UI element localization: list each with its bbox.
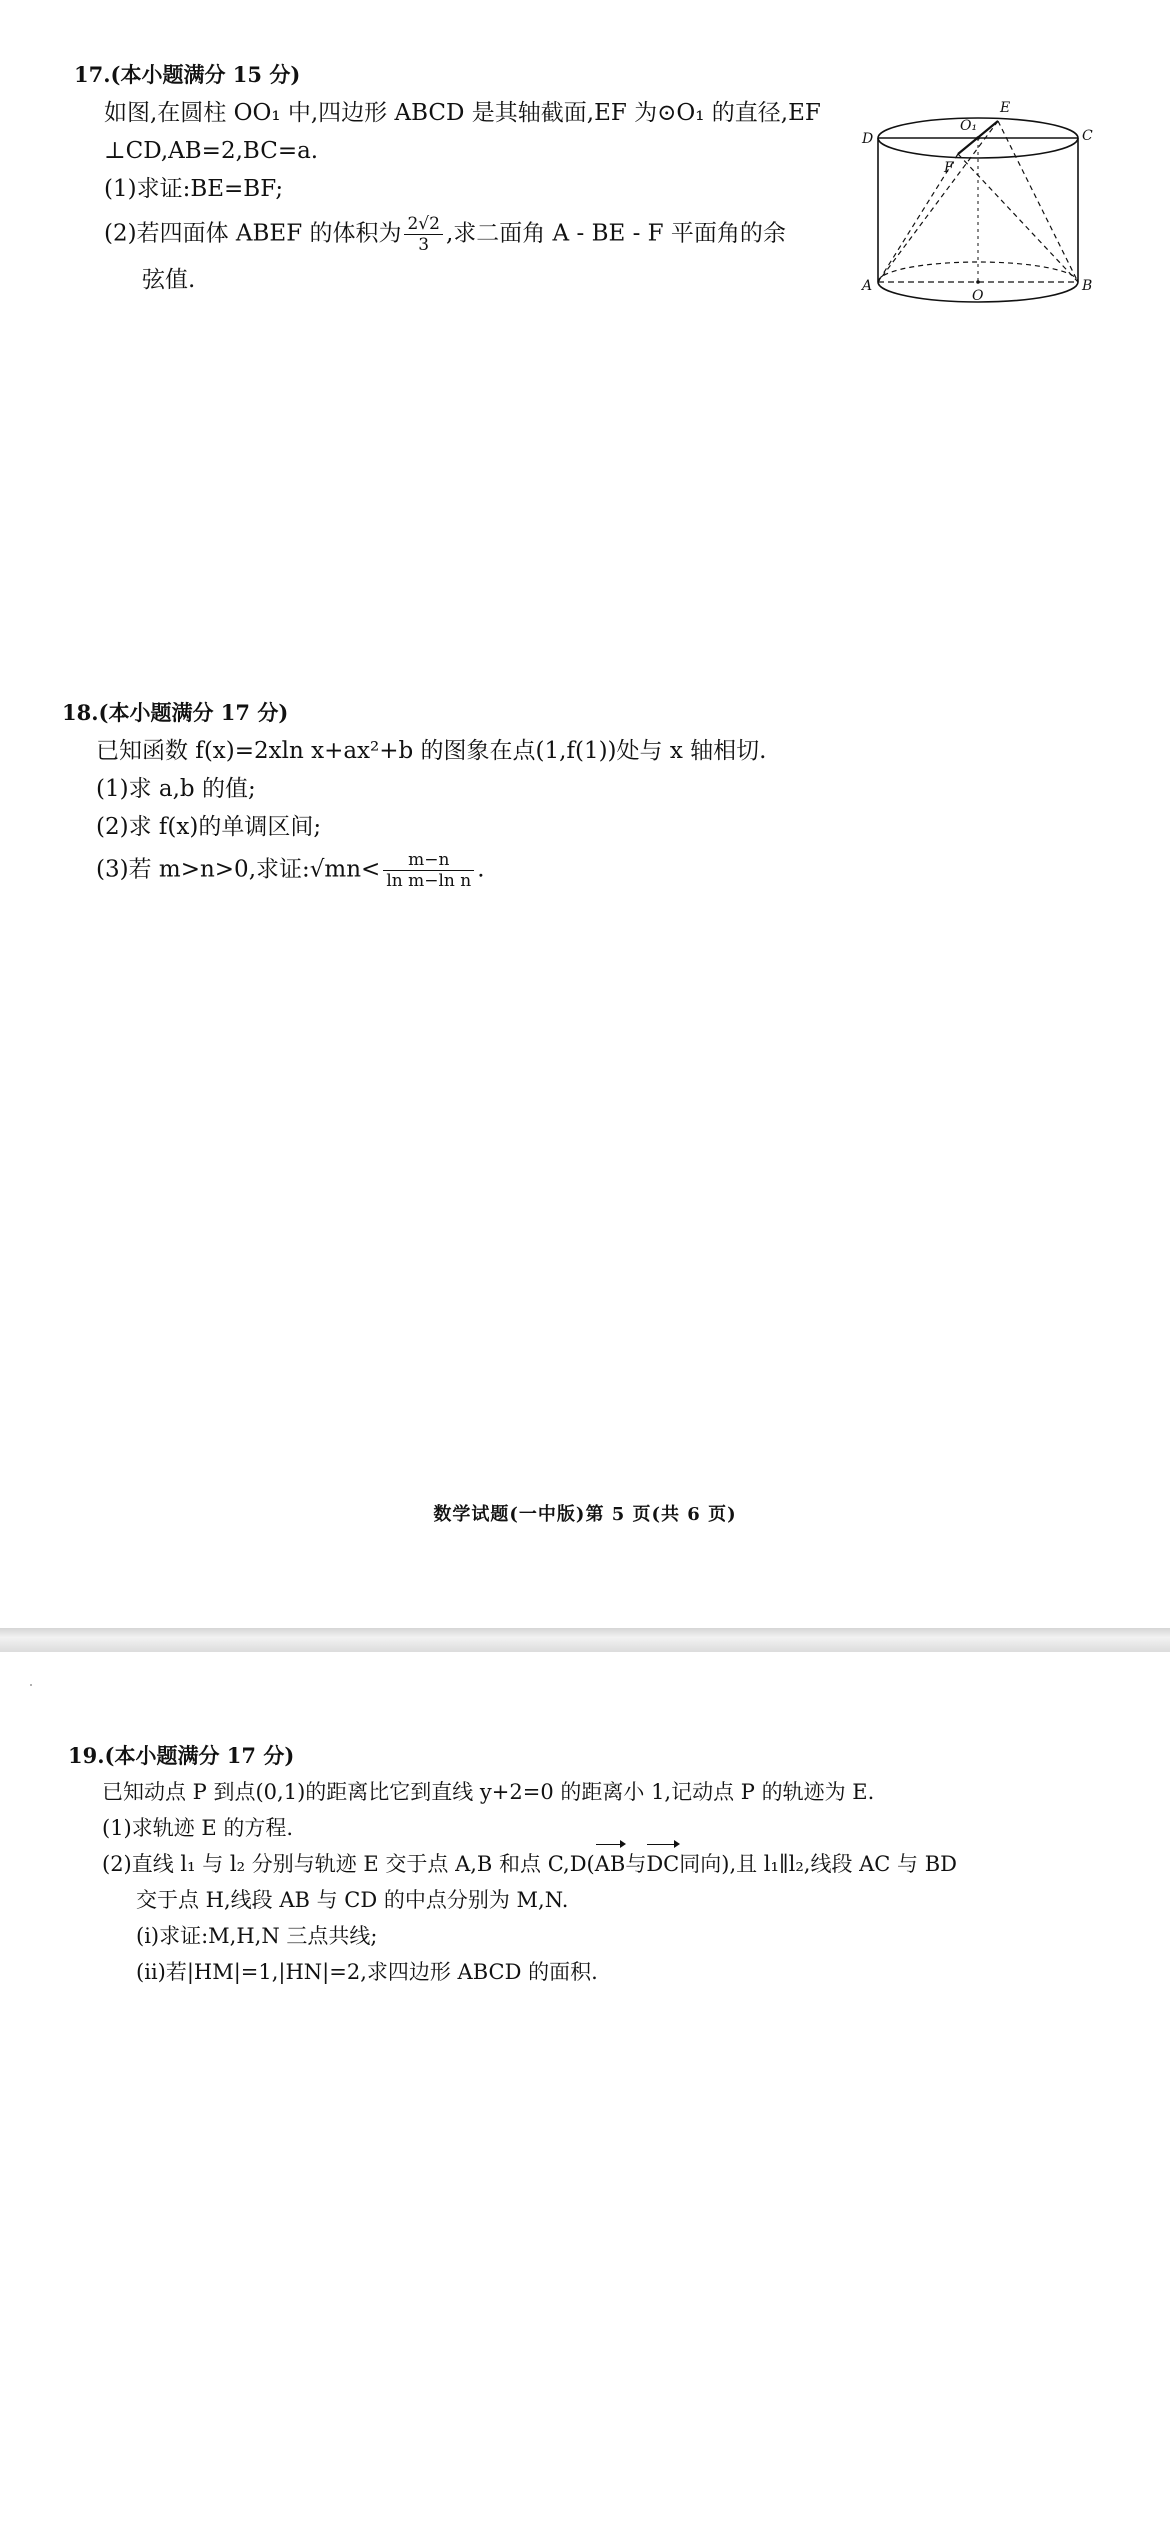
cylinder-figure (858, 96, 1098, 326)
problem-17-part-2-suffix: ,求二面角 A - BE - F 平面角的余 (445, 220, 786, 247)
label-O: O (972, 288, 984, 304)
page-separator (0, 1628, 1170, 1652)
volume-fraction-denominator: 3 (418, 235, 430, 255)
problem-17-statement-line-2: ⊥CD,AB=2,BC=a. (104, 138, 319, 164)
volume-fraction (404, 214, 442, 255)
problem-19 (68, 1738, 1128, 1990)
problem-17-part-2-prefix: (2)若四面体 ABEF 的体积为 (104, 220, 402, 247)
problem-17 (70, 56, 873, 299)
vector-DC: DC (646, 1846, 679, 1882)
segment-BF (958, 154, 1078, 282)
problem-19-subpart-ii: (ⅱ)若|HM|=1,|HN|=2,求四边形 ABCD 的面积. (136, 1960, 598, 1984)
point-O (976, 280, 980, 284)
problem-19-subpart-i: (ⅰ)求证:M,H,N 三点共线; (136, 1924, 378, 1948)
problem-18-part-1: (1)求 a,b 的值; (96, 776, 256, 802)
page-footer: 数学试题(一中版)第 5 页(共 6 页) (433, 1504, 737, 1525)
problem-18-part-2: (2)求 f(x)的单调区间; (96, 814, 322, 840)
label-D: D (862, 131, 874, 147)
problem-19-part-2-suffix: 同向),且 l₁∥l₂,线段 AC 与 BD (679, 1852, 957, 1876)
problem-19-header: 19.(本小题满分 17 分) (68, 1743, 295, 1768)
problem-19-part-1: (1)求轨迹 E 的方程. (102, 1816, 294, 1840)
problem-19-part-2-continuation: 交于点 H,线段 AB 与 CD 的中点分别为 M,N. (136, 1888, 569, 1912)
problem-18-part-3 (62, 850, 1102, 891)
log-mean-numerator: m−n (383, 850, 474, 871)
log-mean-fraction (383, 850, 474, 891)
problem-19-part-2 (68, 1846, 1128, 1882)
problem-17-header: 17.(本小题满分 15 分) (74, 62, 301, 87)
problem-17-part-1: (1)求证:BE=BF; (104, 176, 284, 202)
point-O1 (976, 136, 980, 140)
label-C: C (1082, 128, 1093, 144)
label-A: A (862, 278, 873, 294)
label-F: F (944, 160, 954, 176)
label-E: E (1000, 100, 1011, 116)
problem-18 (62, 694, 1102, 891)
problem-18-header: 18.(本小题满分 17 分) (62, 700, 289, 725)
segment-BE (998, 121, 1078, 282)
problem-18-part-3-prefix: (3)若 m>n>0,求证:√mn< (96, 856, 381, 883)
problem-19-statement: 已知动点 P 到点(0,1)的距离比它到直线 y+2=0 的距离小 1,记动点 P 的轨迹为 E. (102, 1780, 875, 1804)
problem-17-part-2 (70, 214, 870, 255)
label-B: B (1082, 278, 1093, 294)
log-mean-denominator: ln m−ln n (386, 871, 472, 891)
label-O1: O₁ (960, 118, 978, 134)
problem-17-statement-line-1: 如图,在圆柱 OO₁ 中,四边形 ABCD 是其轴截面,EF 为⊙O₁ 的直径,EF (104, 100, 821, 126)
exam-page-6 (0, 1652, 1170, 2532)
problem-18-statement: 已知函数 f(x)=2xln x+ax²+b 的图象在点(1,f(1))处与 x 轴相切. (96, 738, 767, 764)
problem-17-part-2-continuation: 弦值. (142, 267, 196, 293)
vector-connector: 与 (625, 1852, 647, 1876)
volume-fraction-numerator: 2√2 (404, 214, 442, 235)
vector-AB: AB (595, 1846, 626, 1882)
segment-AE (878, 121, 998, 282)
problem-19-part-2-prefix: (2)直线 l₁ 与 l₂ 分别与轨迹 E 交于点 A,B 和点 C,D( (102, 1852, 595, 1876)
scan-speck (30, 1684, 32, 1686)
problem-18-part-3-suffix: . (477, 856, 485, 883)
